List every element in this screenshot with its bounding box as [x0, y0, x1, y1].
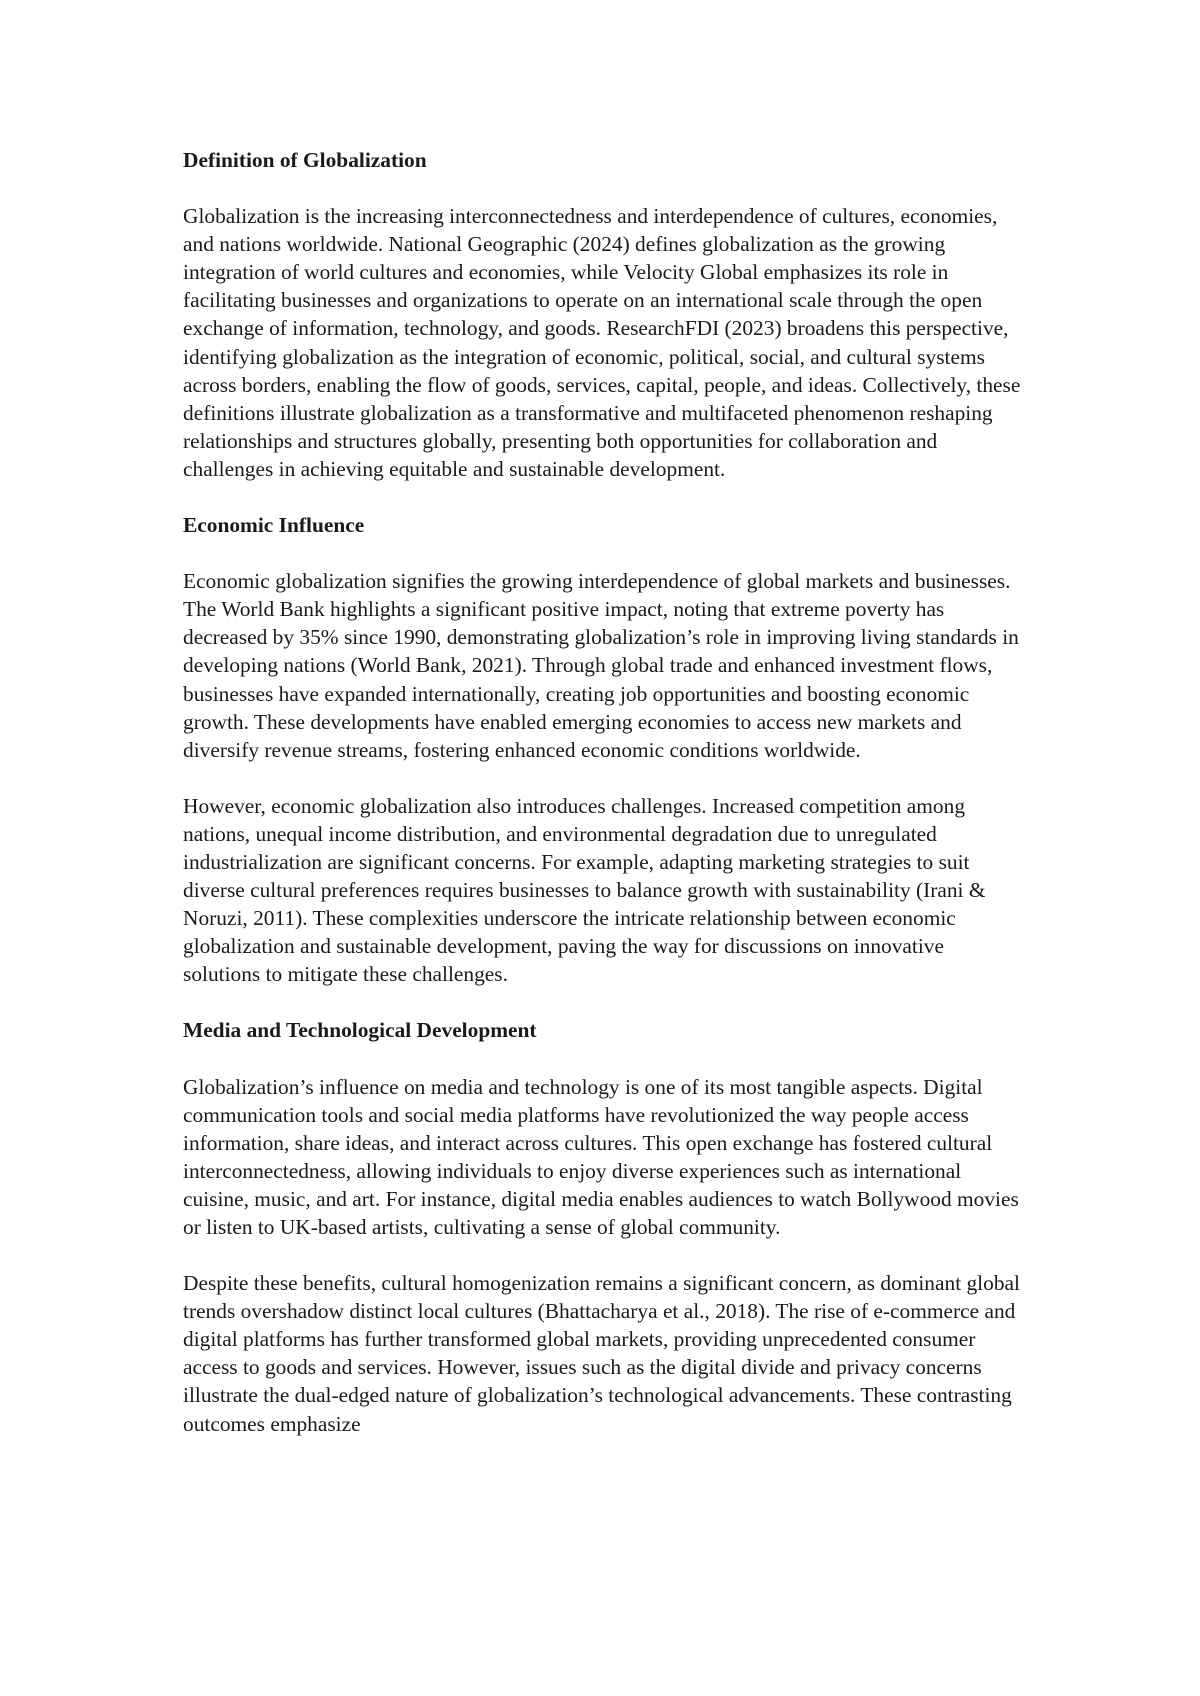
paragraph-economic-2: However, economic globalization also introduces challenges. Increased competition among nations, unequal income distribution, and environmental degradation due to unregulated industrialization are significant concerns. For example, adapting marketing strategies to suit diverse cultural preferences requires businesses to balance growth with sustainability (Irani & Noruzi, 2011). These complexities underscore the intricate relationship between economic globalization and sustainable development, paving the way for discussions on innovative solutions to mitigate these challenges. [183, 793, 986, 987]
document-body [183, 146, 1023, 1466]
section-heading-economic: Economic Influence [183, 513, 365, 538]
paragraph-economic-1: Economic globalization signifies the growing interdependence of global markets and businesses. The World Bank highlights a significant positive impact, noting that extreme poverty has decreased by 35% since 1990, demonstrating globalization’s role in improving living standards in developing nations (World Bank, 2021). Through global trade and enhanced investment flows, businesses have expanded internationally, creating job opportunities and boosting economic growth. These developments have enabled emerging economies to access new markets and diversify revenue streams, fostering enhanced economic conditions worldwide. [183, 569, 1019, 762]
section-heading-media: Media and Technological Development [183, 1018, 537, 1043]
paragraph-media-2: Despite these benefits, cultural homogenization remains a significant concern, as dominant global trends overshadow distinct local cultures (Bhattacharya et al., 2018). The rise of e-commerce and digital platforms has further transformed global markets, providing unprecedented consumer access to goods and services. However, issues such as the digital divide and privacy concerns illustrate the dual-edged nature of globalization’s technological advancements. These contrasting outcomes emphasize [183, 1271, 1020, 1436]
paragraph-definition: Globalization is the increasing interconnectedness and interdependence of cultures, economies, and nations worldwide. National Geographic (2024) defines globalization as the growing integration of world cultures and economies, while Velocity Global emphasizes its role in facilitating businesses and organizations to operate on an international scale through the open exchange of information, technology, and goods. ResearchFDI (2023) broadens this perspective, identifying globalization as the integration of economic, political, social, and cultural systems across borders, enabling the flow of goods, services, capital, people, and ideas. Collectively, these definitions illustrate globalization as a transformative and multifaceted phenomenon reshaping relationships and structures globally, presenting both opportunities for collaboration and challenges in achieving equitable and sustainable development. [183, 204, 1021, 481]
paragraph-media-1: Globalization’s influence on media and technology is one of its most tangible aspects. Digital communication tools and social media platforms have revolutionized the way people access information, share ideas, and interact across cultures. This open exchange has fostered cultural interconnectedness, allowing individuals to enjoy diverse experiences such as international cuisine, music, and art. For instance, digital media enables audiences to watch Bollywood movies or listen to UK-based artists, cultivating a sense of global community. [183, 1074, 1019, 1239]
section-heading-definition: Definition of Globalization [183, 148, 427, 172]
